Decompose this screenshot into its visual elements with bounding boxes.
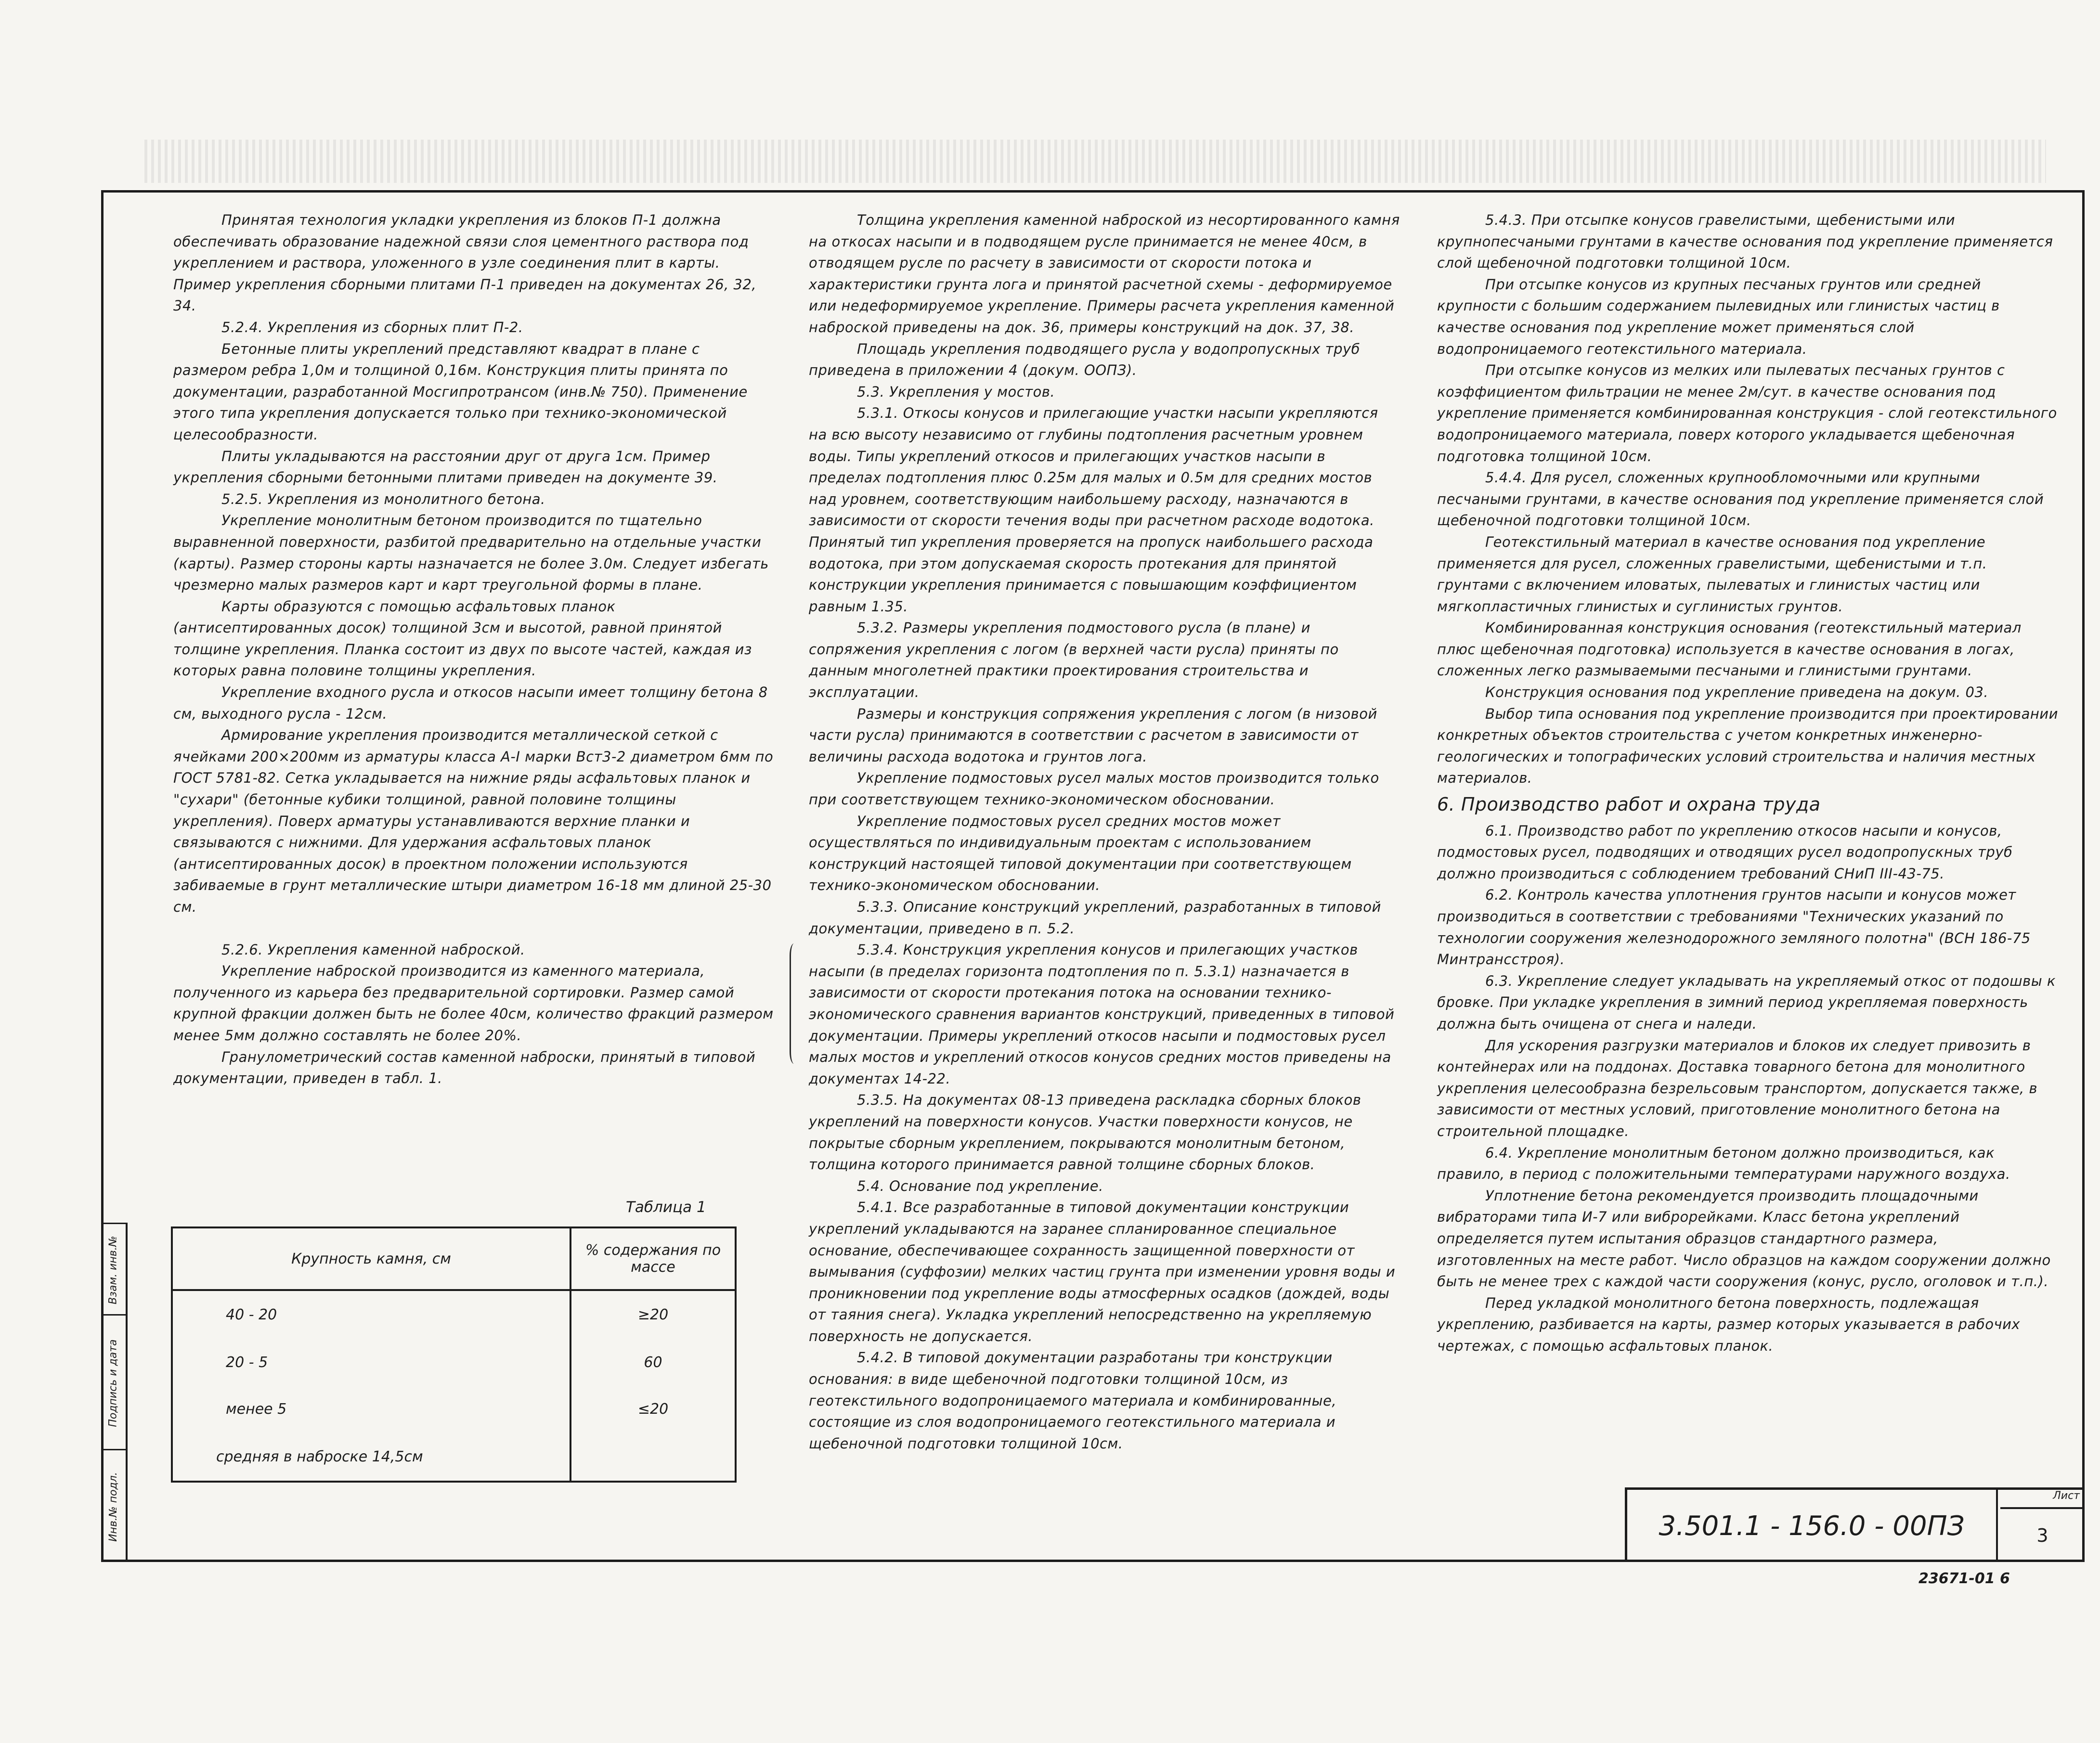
stamp-cell-vzam — [101, 1223, 126, 1316]
paragraph: Гранулометрический состав каменной наброски, принятый в типовой документации, приведен в табл. 1. — [173, 1048, 756, 1087]
stamp-cell-signature — [101, 1314, 126, 1450]
fraction-table — [171, 1227, 737, 1483]
paragraph: Выбор типа основания под укрепление производится при проектировании конкретных объектов строительства с учетом конкретных инженерно-геологических и топографических условий строительства и наличия местных материалов. — [1437, 705, 2058, 787]
table-header: % содержания по массе — [570, 1227, 736, 1290]
paragraph: Комбинированная конструкция основания (геотекстильный материал плюс щебеночная подготовка) используется в качестве основания в логах, сложенных легко размываемыми песчаными и глинистыми грунтами. — [1437, 620, 2022, 679]
table-cell: менее 5 — [172, 1386, 570, 1433]
paragraph: Размеры и конструкция сопряжения укрепления с логом (в низовой части русла) принимаются в соответствии с расчетом в зависимости от величины расхода водотока и грунтов лога. — [809, 705, 1377, 765]
table-row — [172, 1433, 736, 1482]
subsection-heading: 5.2.5. Укрепления из монолитного бетона. — [221, 491, 545, 507]
paragraph: 6.4. Укрепление монолитным бетоном должно производиться, как правило, в период с положительными температурами наружного воздуха. — [1437, 1144, 2010, 1183]
paragraph: 5.4.1. Все разработанные в типовой документации конструкции укреплений укладываются на заранее спланированное специальное основание, обеспечивающее сохранность защищенной поверхности от вымывания (суффозии) мелких частиц грунта при изменении уровня воды и проникновении под укрепление воды атмосферных осадков (дождей, воды от таяния снега). Укладка укреплений непосредственно на укрепляемую поверхность не допускается. — [809, 1199, 1396, 1344]
paragraph: Площадь укрепления подводящего русла у водопропускных труб приведена в приложении 4 (докум. ООПЗ). — [809, 340, 1361, 379]
side-stamp — [101, 1223, 128, 1562]
table-row — [172, 1386, 736, 1433]
paragraph: 5.4.4. Для русел, сложенных крупнообломочными или крупными песчаными грунтами, в качестве основания под укрепление применяется слой щебеночной подготовки толщиной 10см. — [1437, 469, 2044, 529]
paragraph: Для ускорения разгрузки материалов и блоков их следует привозить в контейнерах или на поддонах. Доставка товарного бетона для монолитного укрепления целесообразна безрельсовым транспортом, допускается также, в зависимости от местных условий, приготовление монолитного бетона на строительной площадке. — [1437, 1037, 2038, 1139]
subsection-heading: 5.2.4. Укрепления из сборных плит П-2. — [221, 319, 523, 336]
paragraph: 5.3.3. Описание конструкций укреплений, разработанных в типовой документации, приведено в п. 5.2. — [809, 899, 1381, 937]
text-column-2 — [809, 209, 1401, 1454]
subsection-heading: 5.4. Основание под укрепление. — [857, 1177, 1103, 1194]
paragraph: Укрепление подмостовых русел малых мостов производится только при соответствующем технико-экономическом обосновании. — [809, 770, 1379, 808]
stamp-label: Инв.№ подл. — [107, 1472, 120, 1542]
paragraph: 5.3.4. Конструкция укрепления конусов и прилегающих участков насыпи (в пределах горизонта подтопления по п. 5.3.1) назначается в зависимости от скорости протекания потока на основании технико-экономического сравнения вариантов конструкций, приведенных в типовой документации. Примеры укреплений откосов насыпи и подмостовых русел малых мостов и укреплений откосов конусов средних мостов приведены на документах 14-22. — [809, 942, 1395, 1087]
paragraph: Толщина укрепления каменной наброской из несортированного камня на откосах насыпи и в подводящем русле принимается не менее 40см, в отводящем русле по расчету в зависимости от скорости потока и характеристики грунта лога и принятой расчетной схемы - деформируемое или недеформируемое укрепление. Примеры расчета укрепления каменной наброской приведены на док. 36, примеры конструкций на док. 37, 38. — [809, 212, 1400, 336]
paragraph: Бетонные плиты укреплений представляют квадрат в плане с размером ребра 1,0м и толщиной 0,16м. Конструкция плиты принята по документации, разработанной Мосгипротрансом (инв.№ 750). Применение этого типа укрепления допускается только при технико-экономической целесообразности. — [173, 340, 748, 443]
stamp-label: Взам. инв.№ — [107, 1235, 120, 1304]
table-header: Крупность камня, см — [172, 1227, 570, 1290]
table-cell: ≤20 — [570, 1386, 736, 1433]
title-block — [1625, 1487, 2085, 1562]
stamp-label: Подпись и дата — [107, 1339, 120, 1427]
paragraph: Укрепление входного русла и откосов насыпи имеет толщину бетона 8 см, выходного русла - 12см. — [173, 684, 768, 722]
section-title: 6. Производство работ и охрана труда — [1437, 794, 1821, 815]
paragraph: Плиты укладываются на расстоянии друг от друга 1см. Пример укрепления сборными бетонными плитами приведен на документе 39. — [173, 448, 718, 486]
paragraph: 5.3.1. Откосы конусов и прилегающие участки насыпи укрепляются на всю высоту независимо от глубины подтопления расчетным уровнем воды. Типы укреплений откосов и прилегающих участков насыпи в пределах подтопления плюс 0.25м для малых и 0.5м для средних мостов над уровнем, соответствующим наибольшему расходу, назначаются в зависимости от скорости течения воды при расчетном расходе водотока. Принятый тип укрепления проверяется на пропуск наибольшего расхода водотока, при этом допускаемая скорость протекания для принятой конструкции укрепления принимается с повышающим коэффициентом равным 1.35. — [809, 405, 1378, 615]
text-column-1 — [173, 209, 778, 1089]
paragraph: 6.1. Производство работ по укреплению откосов насыпи и конусов, подмостовых русел, подводящих и отводящих русел водопропускных труб должно производиться с соблюдением требований СНиП III-43-75. — [1437, 822, 2013, 882]
subsection-heading: 5.2.6. Укрепления каменной наброской. — [221, 941, 525, 958]
paragraph: Карты образуются с помощью асфальтовых планок (антисептированных досок) толщиной 3см и высотой, равной принятой толщине укрепления. Планка состоит из двух по высоте частей, каждая из которых равна половине толщины укрепления. — [173, 598, 752, 679]
table-cell: 60 — [570, 1339, 736, 1386]
pen-mark — [790, 943, 801, 1064]
paragraph: Перед укладкой монолитного бетона поверхность, подлежащая укреплению, разбивается на карты, размер которых указывается в рабочих чертежах, с помощью асфальтовых планок. — [1437, 1294, 2021, 1354]
table-caption: Таблица 1 — [626, 1199, 706, 1216]
table-cell: ≥20 — [570, 1290, 736, 1339]
paragraph: Геотекстильный материал в качестве основания под укрепление применяется для русел, сложенных гравелистыми, щебенистыми и т.п. грунтами с включением иловатых, пылеватых и глинистых частиц или мягкопластичных глинистых и суглинистых грунтов. — [1437, 533, 1987, 615]
sheet-number: 3 — [2036, 1525, 2048, 1546]
sheet-label: Лист — [2000, 1490, 2085, 1509]
paragraph: 6.3. Укрепление следует укладывать на укрепляемый откос от подошвы к бровке. При укладке укрепления в зимний период укрепляемая поверхность должна быть очищена от снега и наледи. — [1437, 972, 2056, 1032]
table-cell: 40 - 20 — [172, 1290, 570, 1339]
scan-noise-band — [144, 140, 2046, 183]
paragraph: Принятая технология укладки укрепления из блоков П-1 должна обеспечивать образование надежной связи слоя цементного раствора под укреплением и раствора, уложенного в узле соединения плит в карты. Пример укрепления сборными плитами П-1 приведен на документах 26, 32, 34. — [173, 212, 757, 314]
paragraph: Укрепление наброской производится из каменного материала, полученного из карьера без предварительной сортировки. Размер самой крупной фракции должен быть не более 40см, количество фракций размером менее 5мм должно составлять не более 20%. — [173, 963, 774, 1044]
stamp-cell-inv-podl — [101, 1449, 126, 1563]
table-cell: 20 - 5 — [172, 1339, 570, 1386]
paragraph: 5.4.2. В типовой документации разработаны три конструкции основания: в виде щебеночной подготовки толщиной 10см, из геотекстильного водопроницаемого материала и комбинированные, состоящие из слоя водопроницаемого геотекстильного материала и щебеночной подготовки толщиной 10см. — [809, 1349, 1337, 1452]
table-cell: средняя в наброске 14,5см — [172, 1433, 570, 1482]
table-header-row — [172, 1227, 736, 1290]
subsection-heading: 5.3. Укрепления у мостов. — [857, 383, 1055, 400]
paragraph: При отсыпке конусов из крупных песчаных грунтов или средней крупности с большим содержанием пылевидных или глинистых частиц в качестве основания под укрепление может применяться слой водопроницаемого геотекстильного материала. — [1437, 276, 2000, 357]
paragraph: Укрепление монолитным бетоном производится по тщательно выравненной поверхности, разбитой предварительно на отдельные участки (карты). Размер стороны карты назначается не более 3.0м. Следует избегать чрезмерно малых размеров карт и карт треугольной формы в плане. — [173, 512, 769, 594]
order-number: 23671-01 6 — [1919, 1570, 2010, 1587]
paragraph: Уплотнение бетона рекомендуется производить площадочными вибраторами типа И-7 или виброрейками. Класс бетона укреплений определяется путем испытания образцов стандартного размера, изготовленных на месте работ. Число образцов на каждом сооружении должно быть не менее трех с каждой части сооружения (конус, русло, оголовок и т.п.). — [1437, 1187, 2051, 1290]
paragraph: 5.3.5. На документах 08-13 приведена раскладка сборных блоков укреплений на поверхности конусов. Участки поверхности конусов, не покрытые сборным укреплением, покрываются монолитным бетоном, толщина которого принимается равной толщине сборных блоков. — [809, 1092, 1361, 1173]
table-row — [172, 1290, 736, 1339]
paragraph: 6.2. Контроль качества уплотнения грунтов насыпи и конусов может производиться в соответствии с требованиями "Технических указаний по технологии сооружения железнодорожного земляного полотна" (ВСН 186-75 Минтрансстроя). — [1437, 887, 2031, 968]
paragraph: Укрепление подмостовых русел средних мостов может осуществляться по индивидуальным проектам с использованием конструкций настоящей типовой документации при соответствующем технико-экономическом обосновании. — [809, 813, 1352, 894]
table-cell — [570, 1433, 736, 1482]
paragraph: При отсыпке конусов из мелких или пылеватых песчаных грунтов с коэффициентом фильтрации не менее 2м/сут. в качестве основания под укрепление применяется комбинированная конструкция - слой геотекстильного водопроницаемого материала, поверх которого укладывается щебеночная подготовка толщиной 10см. — [1437, 362, 2057, 465]
table-row — [172, 1339, 736, 1386]
text-column-3 — [1437, 209, 2058, 1356]
paragraph: Армирование укрепления производится металлической сеткой с ячейками 200×200мм из арматуры класса А-I марки Вст3-2 диаметром 6мм по ГОСТ 5781-82. Сетка укладывается на нижние ряды асфальтовых планок и "сухари" (бетонные кубики толщиной, равной половине толщины укрепления). Поверх арматуры устанавливаются верхние планки и связываются с нижними. Для удержания асфальтовых планок (антисептированных досок) в проектном положении используются забиваемые в грунт металлические штыри диаметром 16-18 мм длиной 25-30 см. — [173, 727, 774, 915]
paragraph: 5.4.3. При отсыпке конусов гравелистыми, щебенистыми или крупнопесчаными грунтами в качестве основания под укрепление применяется слой щебеночной подготовки толщиной 10см. — [1437, 212, 2053, 271]
paragraph: 5.3.2. Размеры укрепления подмостового русла (в плане) и сопряжения укрепления с логом (в верхней части русла) приняты по данным многолетней практики проектирования строительства и эксплуатации. — [809, 620, 1339, 701]
paragraph: Конструкция основания под укрепление приведена на докум. 03. — [1485, 684, 1989, 701]
document-code: 3.501.1 - 156.0 - 00ПЗ — [1627, 1490, 1998, 1562]
